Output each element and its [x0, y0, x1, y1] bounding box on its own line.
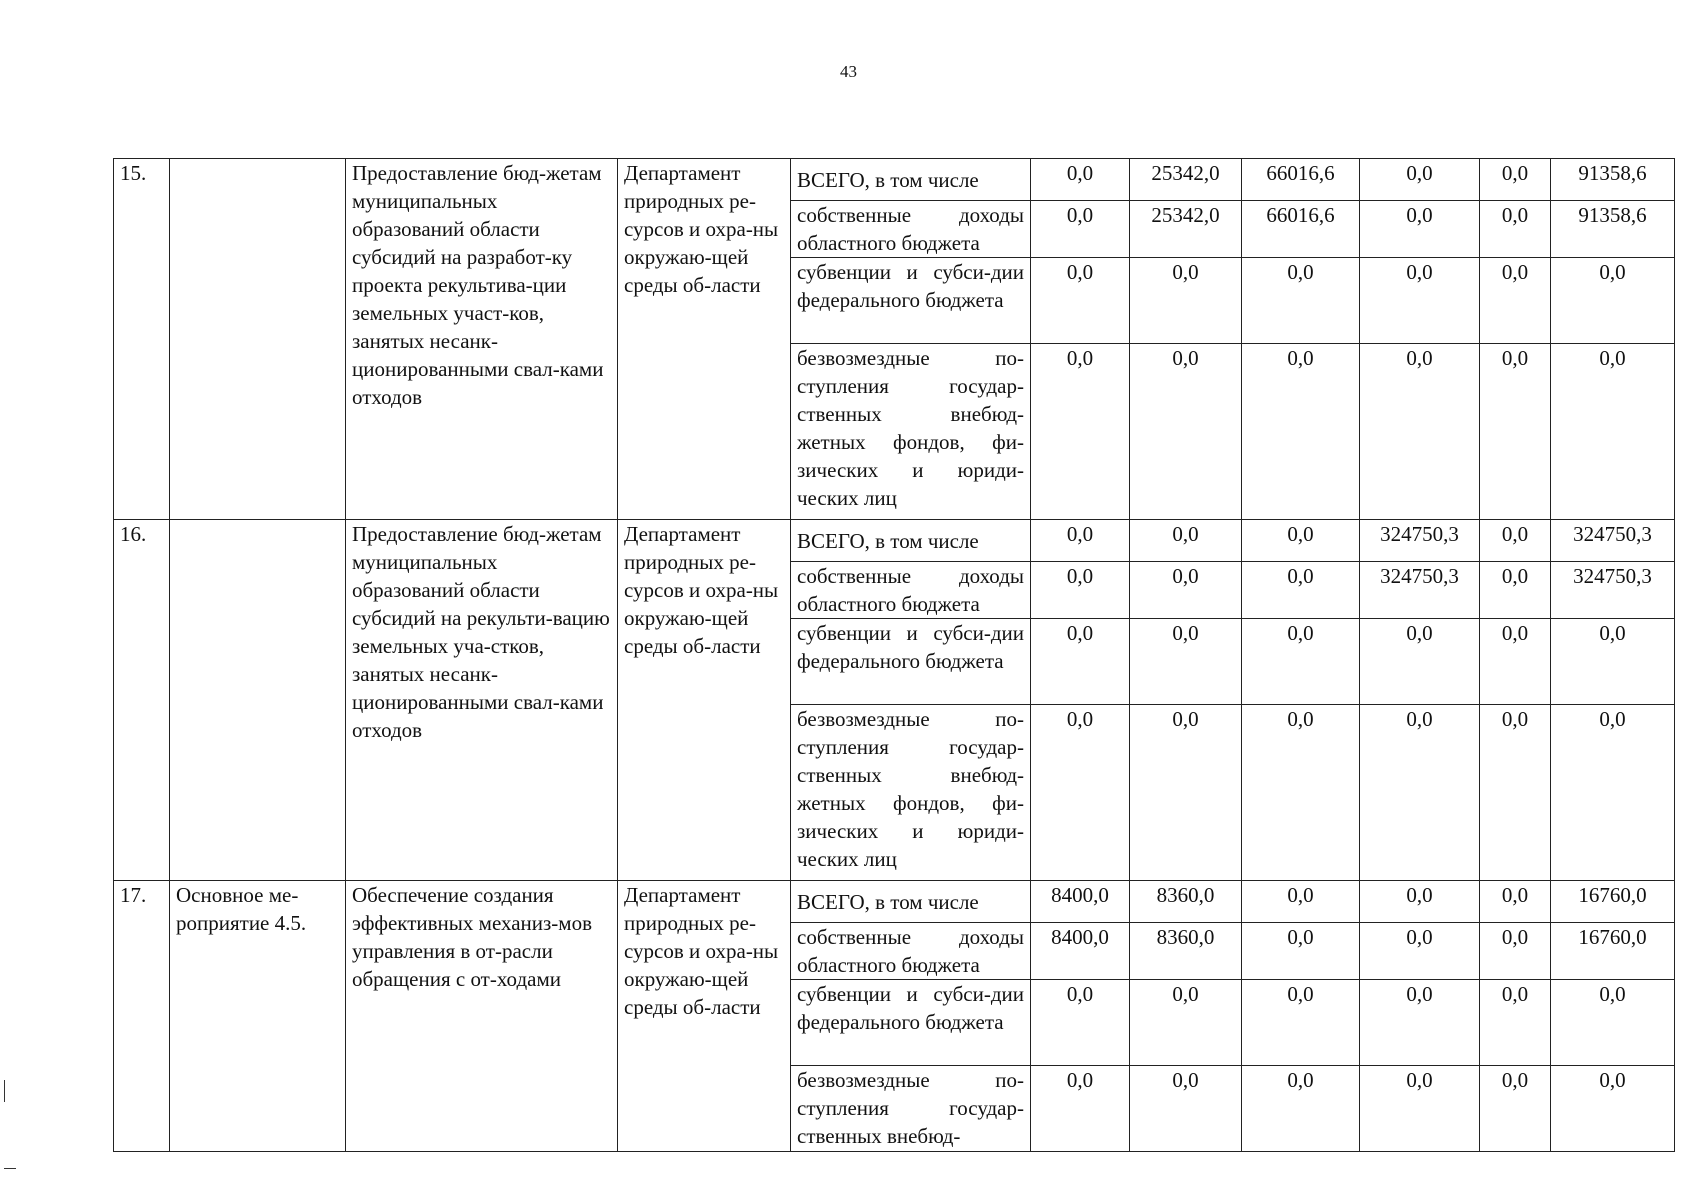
value-cell: 0,0 [1031, 159, 1130, 201]
value-cell: 0,0 [1480, 1066, 1551, 1152]
budget-table [113, 158, 1675, 1152]
value-cell: 0,0 [1360, 258, 1480, 344]
source-label: собственные доходы областного бюджета [791, 923, 1031, 980]
value-cell: 0,0 [1360, 201, 1480, 258]
value-cell: 0,0 [1130, 619, 1242, 705]
value-cell: 0,0 [1480, 980, 1551, 1066]
value-cell: 0,0 [1242, 881, 1360, 923]
source-label: субвенции и субси-дии федерального бюджета [791, 619, 1031, 705]
margin-mark [4, 1168, 16, 1171]
table-row [114, 881, 1675, 923]
value-cell: 25342,0 [1130, 201, 1242, 258]
row-index: 17. [114, 881, 170, 1152]
value-cell: 0,0 [1551, 619, 1675, 705]
source-label: безвозмездные по-ступления государ-ственных внебюд-жетных фондов, фи-зических и юриди-ческих лиц [791, 705, 1031, 881]
value-cell: 324750,3 [1551, 520, 1675, 562]
value-cell: 0,0 [1551, 1066, 1675, 1152]
department-cell: Департамент природных ре-сурсов и охра-ны окружаю-щей среды об-ласти [618, 159, 791, 520]
value-cell: 0,0 [1480, 159, 1551, 201]
value-cell: 0,0 [1130, 344, 1242, 520]
value-cell: 0,0 [1242, 344, 1360, 520]
source-label: ВСЕГО, в том числе [791, 159, 1031, 201]
value-cell: 324750,3 [1551, 562, 1675, 619]
source-label: собственные доходы областного бюджета [791, 562, 1031, 619]
value-cell: 0,0 [1480, 562, 1551, 619]
value-cell: 16760,0 [1551, 881, 1675, 923]
value-cell: 0,0 [1551, 980, 1675, 1066]
value-cell: 66016,6 [1242, 201, 1360, 258]
value-cell: 0,0 [1360, 705, 1480, 881]
event-cell [170, 159, 346, 520]
value-cell: 0,0 [1242, 705, 1360, 881]
value-cell: 0,0 [1480, 344, 1551, 520]
value-cell: 0,0 [1130, 1066, 1242, 1152]
table-row [114, 159, 1675, 201]
value-cell: 0,0 [1242, 1066, 1360, 1152]
value-cell: 0,0 [1360, 980, 1480, 1066]
value-cell: 0,0 [1360, 159, 1480, 201]
value-cell: 0,0 [1480, 201, 1551, 258]
value-cell: 0,0 [1031, 980, 1130, 1066]
value-cell: 0,0 [1242, 562, 1360, 619]
description-cell: Предоставление бюд-жетам муниципальных образований области субсидий на разработ-ку проекта рекультива-ции земельных участ-ков, занятых несанк-ционированными свал-ками отходов [346, 159, 618, 520]
value-cell: 0,0 [1242, 923, 1360, 980]
value-cell: 324750,3 [1360, 562, 1480, 619]
value-cell: 25342,0 [1130, 159, 1242, 201]
value-cell: 66016,6 [1242, 159, 1360, 201]
margin-mark [4, 1080, 11, 1102]
table-row [114, 520, 1675, 562]
value-cell: 0,0 [1360, 1066, 1480, 1152]
value-cell: 0,0 [1360, 881, 1480, 923]
source-label: безвозмездные по-ступления государ-ственных внебюд-жетных фондов, фи-зических и юриди-ческих лиц [791, 344, 1031, 520]
value-cell: 0,0 [1242, 619, 1360, 705]
value-cell: 0,0 [1551, 705, 1675, 881]
row-index: 16. [114, 520, 170, 881]
value-cell: 0,0 [1480, 881, 1551, 923]
value-cell: 91358,6 [1551, 201, 1675, 258]
value-cell: 0,0 [1480, 705, 1551, 881]
source-label: субвенции и субси-дии федерального бюджета [791, 980, 1031, 1066]
value-cell: 0,0 [1551, 258, 1675, 344]
source-label: ВСЕГО, в том числе [791, 881, 1031, 923]
value-cell: 8400,0 [1031, 923, 1130, 980]
value-cell: 0,0 [1031, 1066, 1130, 1152]
value-cell: 0,0 [1360, 923, 1480, 980]
department-cell: Департамент природных ре-сурсов и охра-ны окружаю-щей среды об-ласти [618, 881, 791, 1152]
value-cell: 8360,0 [1130, 881, 1242, 923]
value-cell: 0,0 [1031, 520, 1130, 562]
value-cell: 0,0 [1480, 619, 1551, 705]
source-label: безвозмездные по-ступления государ-ственных внебюд- [791, 1066, 1031, 1152]
page-number: 43 [840, 62, 857, 81]
value-cell: 16760,0 [1551, 923, 1675, 980]
source-label: ВСЕГО, в том числе [791, 520, 1031, 562]
table-body [114, 159, 1675, 1152]
value-cell: 0,0 [1031, 258, 1130, 344]
value-cell: 0,0 [1480, 520, 1551, 562]
event-cell: Основное ме-роприятие 4.5. [170, 881, 346, 1152]
value-cell: 0,0 [1130, 258, 1242, 344]
description-cell: Обеспечение создания эффективных механиз-мов управления в от-расли обращения с от-ходами [346, 881, 618, 1152]
value-cell: 0,0 [1130, 520, 1242, 562]
row-index: 15. [114, 159, 170, 520]
source-label: субвенции и субси-дии федерального бюджета [791, 258, 1031, 344]
value-cell: 0,0 [1031, 619, 1130, 705]
value-cell: 0,0 [1360, 619, 1480, 705]
source-label: собственные доходы областного бюджета [791, 201, 1031, 258]
value-cell: 0,0 [1242, 980, 1360, 1066]
value-cell: 0,0 [1130, 705, 1242, 881]
value-cell: 0,0 [1551, 344, 1675, 520]
value-cell: 0,0 [1031, 562, 1130, 619]
value-cell: 0,0 [1480, 923, 1551, 980]
value-cell: 0,0 [1130, 980, 1242, 1066]
event-cell [170, 520, 346, 881]
value-cell: 0,0 [1242, 520, 1360, 562]
description-cell: Предоставление бюд-жетам муниципальных образований области субсидий на рекульти-вацию земельных уча-стков, занятых несанк-ционированными свал-ками отходов [346, 520, 618, 881]
value-cell: 324750,3 [1360, 520, 1480, 562]
value-cell: 0,0 [1031, 201, 1130, 258]
value-cell: 91358,6 [1551, 159, 1675, 201]
value-cell: 0,0 [1031, 344, 1130, 520]
value-cell: 0,0 [1031, 705, 1130, 881]
value-cell: 8360,0 [1130, 923, 1242, 980]
value-cell: 0,0 [1480, 258, 1551, 344]
value-cell: 0,0 [1360, 344, 1480, 520]
value-cell: 0,0 [1130, 562, 1242, 619]
department-cell: Департамент природных ре-сурсов и охра-ны окружаю-щей среды об-ласти [618, 520, 791, 881]
value-cell: 8400,0 [1031, 881, 1130, 923]
value-cell: 0,0 [1242, 258, 1360, 344]
